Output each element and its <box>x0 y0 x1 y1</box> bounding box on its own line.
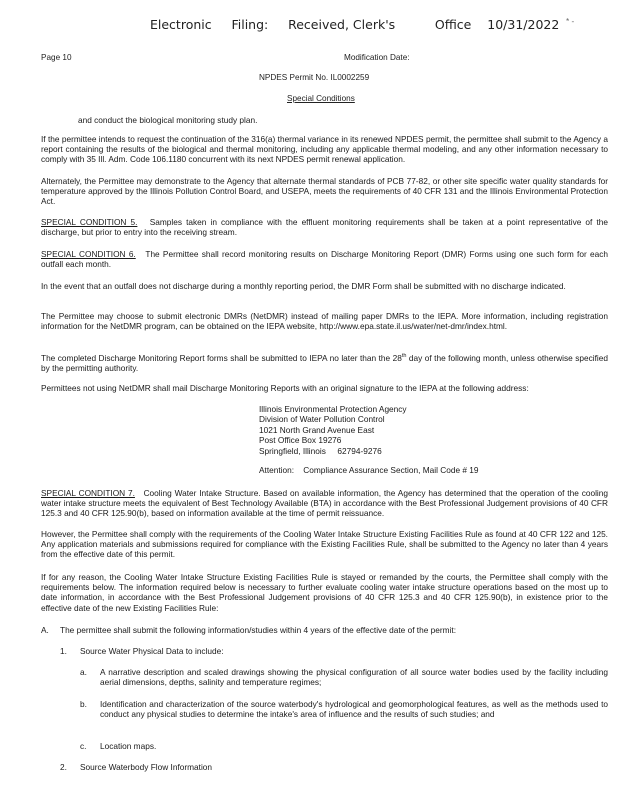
address-line-3: 1021 North Grand Avenue East <box>259 424 375 435</box>
paragraph-netdmr: The Permittee may choose to submit electronic DMRs (NetDMR) instead of mailing paper DMRs to the IEPA. More information, including registration information for the NetDMR program, can be obtained on the IEPA website, http://www.epa.state.il.us/water/net-dmr/index.html. <box>41 311 608 332</box>
mailing-address <box>259 404 479 475</box>
modification-date: Modification Date: <box>344 53 410 62</box>
paragraph-dmr-deadline <box>41 351 608 373</box>
special-condition-6-text: The Permittee shall record monitoring results on Discharge Monitoring Report (DMR) Forms using one such form for each outfall each month. <box>41 249 608 270</box>
page-number: Page 10 <box>41 53 72 62</box>
dmr-deadline-text-a: The completed Discharge Monitoring Report forms shall be submitted to IEPA no later than the 28 <box>41 352 402 363</box>
list-item-1a-text: A narrative description and scaled drawings showing the physical configuration of all source water bodies used by the facility including aerial dimensions, depths, salinity and temperature regimes; <box>100 667 608 688</box>
paragraph-no-discharge: In the event that an outfall does not discharge during a monthly reporting period, the DMR Form shall be submitted with no discharge indicated. <box>41 281 566 291</box>
list-item-1b-marker: b. <box>80 699 87 709</box>
paragraph-thermal-variance: If the permittee intends to request the continuation of the 316(a) thermal variance in its renewed NPDES permit, the permittee shall submit to the Agency a report containing the results of the biological and thermal monitoring, including any applicable thermal modeling, and any other information necessary to comply with 35 Ill. Adm. Code 106.1180 concurrent with its next NPDES permit renewal application. <box>41 134 608 165</box>
list-item-2-text: Source Waterbody Flow Information <box>80 762 213 772</box>
address-attention: Attention: Compliance Assurance Section, Mail Code # 19 <box>259 465 479 476</box>
dmr-deadline-superscript: th <box>401 353 407 359</box>
list-item-1-marker: 1. <box>60 646 67 656</box>
list-item-a-text: The permittee shall submit the following information/studies within 4 years of the effective date of the permit: <box>60 625 456 635</box>
scan-mark: * - <box>566 17 575 26</box>
dmr-deadline-text-b: day of the following month, unless otherwise specified by the permitting authority. <box>41 352 608 373</box>
permit-number: NPDES Permit No. IL0002259 <box>259 73 370 82</box>
address-line-1: Illinois Environmental Protection Agency <box>259 404 407 414</box>
special-condition-7 <box>41 488 608 519</box>
list-item-1c-marker: c. <box>80 741 87 751</box>
special-condition-5-label: SPECIAL CONDITION 5. <box>41 217 138 227</box>
paragraph-existing-facilities-rule: However, the Permittee shall comply with the requirements of the Cooling Water Intake Structure Existing Facilities Rule as found at 40 CFR 122 and 125. Any application materials and submissions required for compliance with the Existing Facilities Rule, shall be submitted to the Agency no later than 4 years from the effective date of this permit. <box>41 529 608 560</box>
special-condition-5-text: Samples taken in compliance with the effluent monitoring requirements shall be taken at a point representative of the discharge, but prior to entry into the receiving stream. <box>41 217 608 238</box>
list-item-1-text: Source Water Physical Data to include: <box>80 646 224 656</box>
special-condition-7-text: Cooling Water Intake Structure. Based on available information, the Agency has determined that the operation of the cooling water intake structure meets the equivalent of Best Technology Available (BTA) in accordance with the Best Professional Judgement provisions of 40 CFR 125.3 and 40 CFR 125.90(b), based on information available at the time of permit reissuance. <box>41 488 609 519</box>
paragraph-study-plan: and conduct the biological monitoring study plan. <box>78 115 258 125</box>
paragraph-stayed-remanded: If for any reason, the Cooling Water Intake Structure Existing Facilities Rule is stayed or remanded by the courts, the Permittee shall comply with the requirements below. The information required below is necessary to further evaluate cooling water intake structure operations based on the most up to date information, in accordance with the Best Professional Judgement provisions of 40 CFR 125.3 and 40 CFR 125.90(b), in existence prior to the effective date of the new Existing Facilities Rule: <box>41 572 608 613</box>
address-line-4: Post Office Box 19276 <box>259 435 342 446</box>
address-line-2: Division of Water Pollution Control <box>259 414 385 425</box>
special-condition-7-label: SPECIAL CONDITION 7. <box>41 488 135 498</box>
list-item-a-marker: A. <box>41 625 49 635</box>
list-item-2-marker: 2. <box>60 762 67 772</box>
list-item-1c-text: Location maps. <box>100 741 157 751</box>
address-line-5: Springfield, Illinois 62794-9276 <box>259 445 382 456</box>
special-condition-5 <box>41 217 608 237</box>
electronic-filing-stamp: Electronic Filing: Received, Clerk's Office 10/31/2022 <box>150 17 560 32</box>
list-item-1b-text: Identification and characterization of the source waterbody's hydrological and geomorphological features, as well as the methods used to conduct any physical studies to determine the intake's area of influence and the results of such studies; and <box>100 699 608 720</box>
paragraph-alternate-standards: Alternately, the Permittee may demonstrate to the Agency that alternate thermal standards of PCB 77-82, or other site specific water quality standards for temperature approved by the Illinois Pollution Control Board, and USEPA, meets the requirements of 40 CFR 131 and the Illinois Environmental Protection Act. <box>41 176 608 207</box>
list-item-1a-marker: a. <box>80 667 87 677</box>
special-condition-6 <box>41 249 608 269</box>
section-title: Special Conditions <box>287 94 355 103</box>
special-condition-6-label: SPECIAL CONDITION 6. <box>41 249 136 259</box>
paragraph-mail-instructions: Permittees not using NetDMR shall mail Discharge Monitoring Reports with an original signature to the IEPA at the following address: <box>41 383 529 393</box>
